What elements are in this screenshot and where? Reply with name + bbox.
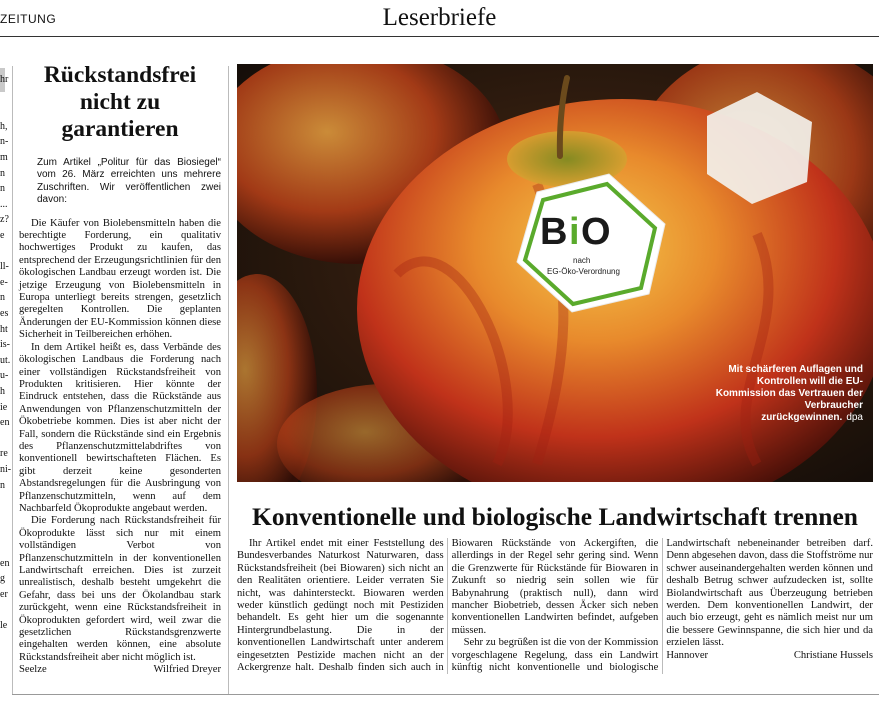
section-title: Leserbriefe <box>382 4 497 31</box>
left-strip-fragment: er <box>0 588 8 600</box>
left-strip-fragment: ut. <box>0 354 11 366</box>
left-strip-fragment: ni- <box>0 464 12 475</box>
left-strip-fragment: es <box>0 308 9 319</box>
left-strip-fragment: z? <box>0 214 9 226</box>
paragraph: Die Forderung nach Rückstandsfreiheit für Ökoprodukte lässt sich nur mit einem vollständigen Verbot von Pflanzenschutzmitteln in der konventionellen Landwirtschaft erreichen. Dies ist zurzeit unrealistisch, deshalb besteht umgekehrt die Gefahr, dass bei uns der Ökolandbau stark zurückgeht, wenn eine Rückstandsfreiheit in Ökoprodukten gefordert wird, weil zwar die gesetzlichen Rückstandsgrenzwerte eingehalten werden können, eine absolute Rückstandsfreiheit aber nicht möglich ist. <box>19 515 221 663</box>
paragraph: Sehr zu begrüßen ist die von der Kommission vorgeschlagene Regelung, dass ein Landwirt künftig nicht konventionelle und biologische Landwirtschaft nebeneinander betreiben darf. Denn abgesehen davon, dass die Stoffströme nur schwer auseinandergehalten werden können und deshalb Betrug schwer aufzudecken ist, sollte Biolandwirtschaft aus Überzeugung betrieben werden. Dem konventionellen Landwirt, der auch bio erzeugt, geht es nämlich meist nur um die bessere Gewinnspanne, die sich hier und da erzielen lässt. <box>451 538 873 674</box>
paragraph: Die Käufer von Biolebensmitteln haben die berechtigte Forderung, ein qualitativ hochwertiges Produkt zu kaufen, das entsprechend der Erzeugungsrichtlinien für den ökologischen Landbau erzeugt worden ist. Die jetzige Erzeugung von Biolebensmitteln in Europa unterliegt bereits strengen, gesetzlich geregelten Kontrollen. Die geplanten Änderungen der EU-Kommission können diese Sicherheit in Teilbereichen erhöhen. <box>19 217 221 341</box>
letter-one-headline: Rückstandsfrei nicht zu garantieren <box>43 62 197 142</box>
bio-label-o: O <box>581 211 611 253</box>
letter-two-body <box>237 538 873 674</box>
left-strip-fragment: n- <box>0 136 9 148</box>
newspaper-name-fragment: ZEITUNG <box>0 12 57 26</box>
left-strip-fragment: n <box>0 183 5 195</box>
column-divider <box>12 66 13 694</box>
bio-label-line2: EG-Öko-Verordnung <box>547 267 620 276</box>
left-strip-fragment: ht <box>0 323 8 335</box>
header-rule <box>0 36 879 37</box>
left-strip-fragment: h <box>0 386 5 397</box>
left-strip-fragment: ... <box>0 198 8 210</box>
paragraph: Ihr Artikel endet mit einer Feststellung des Bundesverbandes Naturkost Naturwaren, dass Rückstandsfreiheit (bei Biowaren) sich nicht an den Realitäten orientiere. Leider verraten Sie nicht, was dahintersteckt. Biowaren werden weder künstlich gedüngt noch mit Pestiziden behandelt. Es geht hier um die sogenannte Hintergrundbelastung. Die in der konventionellen Landwirtschaft unter anderem eingesetzten Pestizide machen nicht an der Ackergrenze halt. Deshalb finden sich auch in Biowaren Rückstände von Ackergiften, die allerdings in der Regel sehr gering sind. Wenn die Grenzwerte für Rückstände für Biowaren in Zukunft so niedrig sein sollen wie für Babynahrung (praktisch null), dann wird mancher Biobetrieb, dessen Äcker sich neben konventionellen Landwirten befindet, aufgeben müssen. <box>237 538 659 674</box>
bio-label-line1: nach <box>573 256 591 265</box>
bio-label-b: B <box>540 211 568 253</box>
left-strip-fragment: h, <box>0 120 8 132</box>
bio-apple-photo <box>237 64 873 482</box>
signature-author: Wilfried Dreyer <box>153 664 221 676</box>
left-strip-fragment: hr <box>0 74 9 85</box>
bottom-rule <box>12 694 879 695</box>
signature-author: Christiane Hussels <box>793 649 873 661</box>
left-strip-fragment: n <box>0 167 5 179</box>
left-strip-fragment: en <box>0 557 10 569</box>
letter-one <box>19 62 221 677</box>
letter-one-body <box>19 218 221 677</box>
caption-text: Mit schärferen Auflagen und Kontrollen will die EU-Kommission das Vertrauen der Verbraucher zurückgewinnen. <box>715 364 863 423</box>
left-strip-fragment: e- <box>0 276 8 288</box>
signature <box>666 650 873 662</box>
left-strip-fragment: e <box>0 230 5 241</box>
left-strip-fragment: is- <box>0 339 10 351</box>
left-strip-fragment: ll- <box>0 261 9 273</box>
photo-caption <box>703 364 863 424</box>
column-divider <box>228 66 229 694</box>
left-strip-fragment: n <box>0 292 5 304</box>
left-strip-fragment: ie <box>0 401 8 413</box>
left-strip-fragment: en <box>0 417 10 429</box>
signature-place: Seelze <box>19 664 47 676</box>
left-strip-fragment: le <box>0 620 8 631</box>
letter-two-headline: Konventionelle und biologische Landwirtschaft trennen <box>252 502 858 531</box>
left-strip-fragment: re <box>0 448 8 460</box>
letter-intro: Zum Artikel „Politur für das Biosiegel“ vom 26. März erreichten uns mehrere Zuschriften. Wir veröffentlichen zwei davon: <box>37 157 221 206</box>
paragraph: In dem Artikel heißt es, dass Verbände des ökologischen Landbaus die Forderung nach einer vollständigen Rückstandsfreiheit von Produkten kritisieren. Hier könnte der Eindruck entstehen, dass die Rückstände aus Anwendungen von Pflanzenschutzmitteln der Ökobetriebe kommen. Dies ist aber nicht der Fall, sondern die Rückstände sind ein Ergebnis des Pflanzenschutzmittelabdriftes von konventionell bewirtschafteten Flächen. Es gibt derzeit keine gesonderten Abstandsregelungen für die Ausbringung von Pflanzenschutzmitteln, wenn auf dem Nachbarfeld Ökoprodukte angebaut werden. <box>19 341 221 514</box>
signature-place: Hannover <box>666 649 709 661</box>
left-column-fragment <box>0 68 12 698</box>
left-strip-fragment: n <box>0 479 5 491</box>
left-strip-fragment: g <box>0 573 5 585</box>
signature <box>19 664 221 676</box>
left-strip-fragment: m <box>0 152 8 163</box>
photo-credit: dpa <box>846 412 863 423</box>
left-strip-fragment: u- <box>0 370 9 382</box>
bio-label-i: i <box>569 211 580 253</box>
